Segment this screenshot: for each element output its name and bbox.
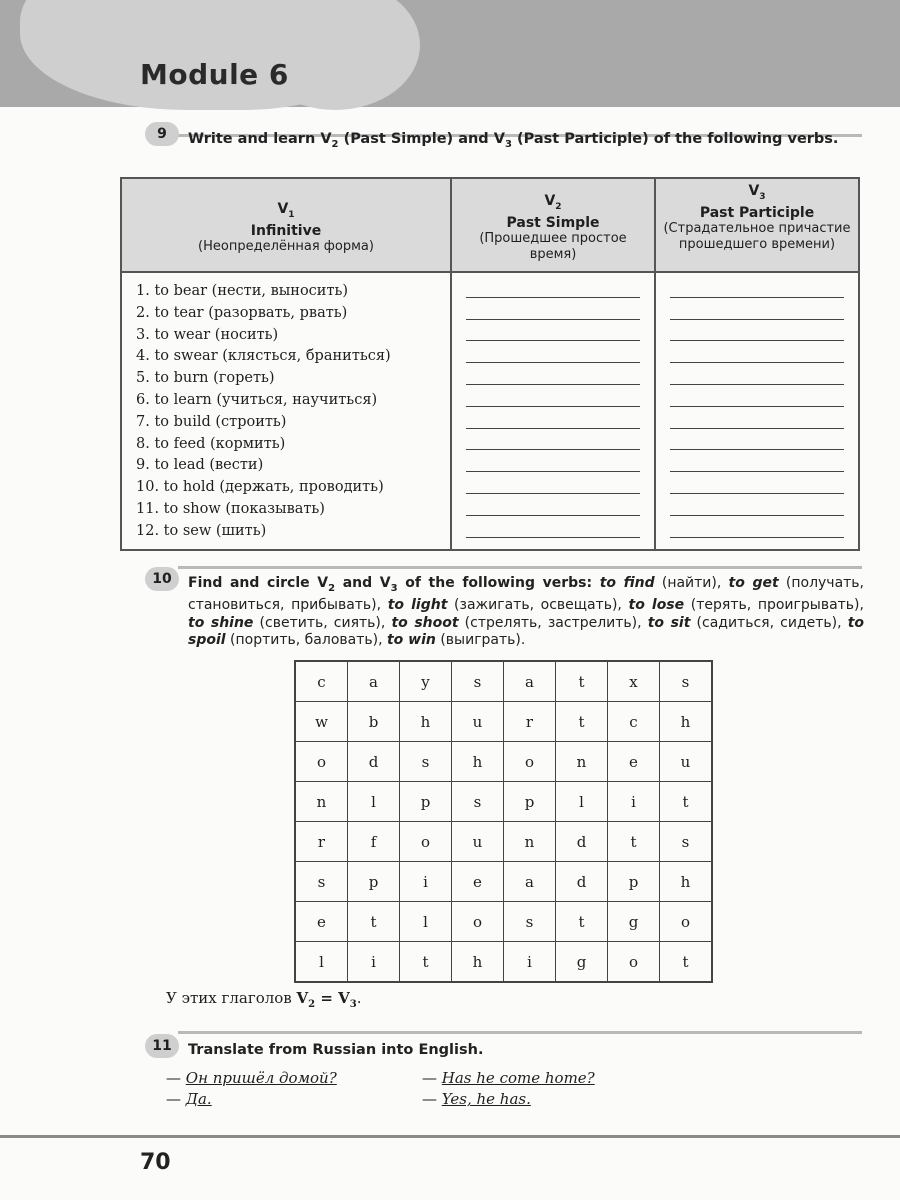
grid-cell[interactable]: s [452,661,504,702]
grid-cell[interactable]: n [504,822,556,862]
answer-blank[interactable] [670,281,844,303]
grid-cell[interactable]: h [660,862,713,902]
dialogue-en-line-2: — Yes, he has. [422,1090,531,1108]
grid-cell[interactable]: n [295,782,348,822]
grid-cell[interactable]: t [556,902,608,942]
grid-cell[interactable]: o [660,902,713,942]
answer-blank[interactable] [670,499,844,521]
answer-blank[interactable] [466,434,640,456]
grid-cell[interactable]: t [400,942,452,983]
grid-cell[interactable]: i [504,942,556,983]
grid-cell[interactable]: l [400,902,452,942]
grid-cell[interactable]: s [660,822,713,862]
grid-cell[interactable]: s [660,661,713,702]
verb-item: 9. to lead (вести) [136,457,264,474]
grid-cell[interactable]: s [400,742,452,782]
grid-cell[interactable]: c [608,702,660,742]
infinitive-column [121,272,451,550]
answer-blank[interactable] [466,325,640,347]
answer-blank[interactable] [466,390,640,412]
answer-blank[interactable] [670,303,844,325]
grid-cell[interactable]: n [556,742,608,782]
grid-cell[interactable]: t [348,902,400,942]
grid-cell[interactable]: t [660,942,713,983]
grid-cell[interactable]: h [452,942,504,983]
grid-row [295,942,712,983]
grid-row [295,702,712,742]
grid-cell[interactable]: p [504,782,556,822]
answer-blank[interactable] [466,499,640,521]
answer-blank[interactable] [670,477,844,499]
answer-blank[interactable] [670,412,844,434]
exercise-10-note: У этих глаголов $V_2 = V_3$. [166,989,362,1010]
grid-cell[interactable]: u [660,742,713,782]
exercise-10-instruction: Find and circle $V_2$ and $V_3$ of the following verbs: to find (найти), to get (получать, становиться, прибывать), to light (зажигать, освещать), to lose (терять, проигрывать), to shine (светить, сиять), to shoot (стрелять, застрелить), to sit (садиться, сидеть), to spoil (портить, баловать), to win (выиграть). [188,575,865,649]
grid-cell[interactable]: g [608,902,660,942]
grid-row [295,661,712,702]
verb-item: 3. to wear (носить) [136,326,279,343]
answer-blank[interactable] [670,390,844,412]
grid-cell[interactable]: o [504,742,556,782]
word-search-grid [294,660,713,983]
grid-cell[interactable]: p [348,862,400,902]
answer-blank[interactable] [466,477,640,499]
exercise-10-number: 10 [145,567,179,591]
exercise-11-number: 11 [145,1034,179,1058]
answer-blank[interactable] [670,455,844,477]
verb-item: 6. to learn (учиться, научиться) [136,391,378,408]
dialogue-en-line-1: — Has he come home? [422,1069,595,1087]
grid-cell[interactable]: e [608,742,660,782]
grid-cell[interactable]: h [400,702,452,742]
grid-cell[interactable]: t [608,822,660,862]
grid-cell[interactable]: p [400,782,452,822]
grid-cell[interactable]: y [400,661,452,702]
grid-cell[interactable]: i [348,942,400,983]
grid-cell[interactable]: l [556,782,608,822]
grid-cell[interactable]: a [504,661,556,702]
exercise-9-number: 9 [145,122,179,146]
grid-cell[interactable]: w [295,702,348,742]
grid-cell[interactable]: b [348,702,400,742]
grid-cell[interactable]: p [608,862,660,902]
exercise-10-rule [178,566,862,569]
verb-item: 1. to bear (нести, выносить) [136,283,349,299]
grid-cell[interactable]: f [348,822,400,862]
verb-item: 10. to hold (держать, проводить) [136,479,384,496]
past-participle-column [655,272,859,550]
grid-cell[interactable]: a [348,661,400,702]
grid-cell[interactable]: i [608,782,660,822]
grid-cell[interactable]: o [608,942,660,983]
grid-row [295,742,712,782]
grid-cell[interactable]: l [348,782,400,822]
grid-cell[interactable]: x [608,661,660,702]
grid-cell[interactable]: r [504,702,556,742]
grid-cell[interactable]: o [452,902,504,942]
verb-item: 12. to sew (шить) [136,522,267,539]
grid-cell[interactable]: h [660,702,713,742]
dialogue-ru-line-2: — Да. [166,1090,212,1108]
answer-blank[interactable] [466,521,640,543]
answer-blank[interactable] [466,455,640,477]
grid-cell[interactable]: d [348,742,400,782]
header-band [0,0,900,107]
grid-cell[interactable]: s [504,902,556,942]
past-simple-column [451,272,655,550]
grid-cell[interactable]: a [504,862,556,902]
grid-cell[interactable]: t [556,661,608,702]
answer-blank[interactable] [466,368,640,390]
grid-cell[interactable]: g [556,942,608,983]
grid-row [295,902,712,942]
exercise-11-instruction: Translate from Russian into English. [188,1042,484,1058]
answer-blank[interactable] [670,325,844,347]
grid-cell[interactable]: o [295,742,348,782]
answer-blank[interactable] [670,346,844,368]
grid-cell[interactable]: e [295,902,348,942]
footer-rule [0,1135,900,1138]
verb-item: 8. to feed (кормить) [136,435,286,452]
grid-cell[interactable]: e [452,862,504,902]
page-number: 70 [140,1150,171,1175]
grid-cell[interactable]: c [295,661,348,702]
answer-blank[interactable] [670,434,844,456]
grid-cell[interactable]: r [295,822,348,862]
answer-blank[interactable] [466,281,640,303]
dialogue-ru-line-1: — Он пришёл домой? [166,1069,337,1087]
column-header-v2: $V_2$ Past Simple (Прошедшее простое время) [451,178,655,272]
answer-blank[interactable] [670,521,844,543]
column-header-v3: $V_3$ Past Participle (Страдательное причастие прошедшего времени) [655,178,859,272]
grid-cell[interactable]: i [400,862,452,902]
exercise-9-instruction: Write and learn $V_2$ (Past Simple) and $V_3$ (Past Participle) of the following verbs. [188,131,839,150]
answer-blank[interactable] [466,346,640,368]
grid-row [295,822,712,862]
grid-row [295,782,712,822]
exercise-11-rule [178,1031,862,1034]
verb-item: 2. to tear (разорвать, рвать) [136,304,348,321]
grid-row [295,862,712,902]
grid-cell[interactable]: u [452,702,504,742]
grid-cell[interactable]: s [452,782,504,822]
grid-cell[interactable]: l [295,942,348,983]
verb-item: 4. to swear (клясться, браниться) [136,348,391,365]
grid-cell[interactable]: o [400,822,452,862]
answer-blank[interactable] [466,412,640,434]
grid-cell[interactable]: s [295,862,348,902]
verb-item: 7. to build (строить) [136,413,287,430]
answer-blank[interactable] [466,303,640,325]
verb-item: 5. to burn (гореть) [136,370,275,387]
grid-cell[interactable]: t [660,782,713,822]
grid-cell[interactable]: d [556,862,608,902]
module-title: Module 6 [140,58,289,91]
grid-cell[interactable]: u [452,822,504,862]
grid-cell[interactable]: t [556,702,608,742]
answer-blank[interactable] [670,368,844,390]
column-header-v1: $V_1$ Infinitive (Неопределённая форма) [121,178,451,272]
verb-table [120,177,860,551]
grid-cell[interactable]: h [452,742,504,782]
grid-cell[interactable]: d [556,822,608,862]
verb-item: 11. to show (показывать) [136,500,325,517]
